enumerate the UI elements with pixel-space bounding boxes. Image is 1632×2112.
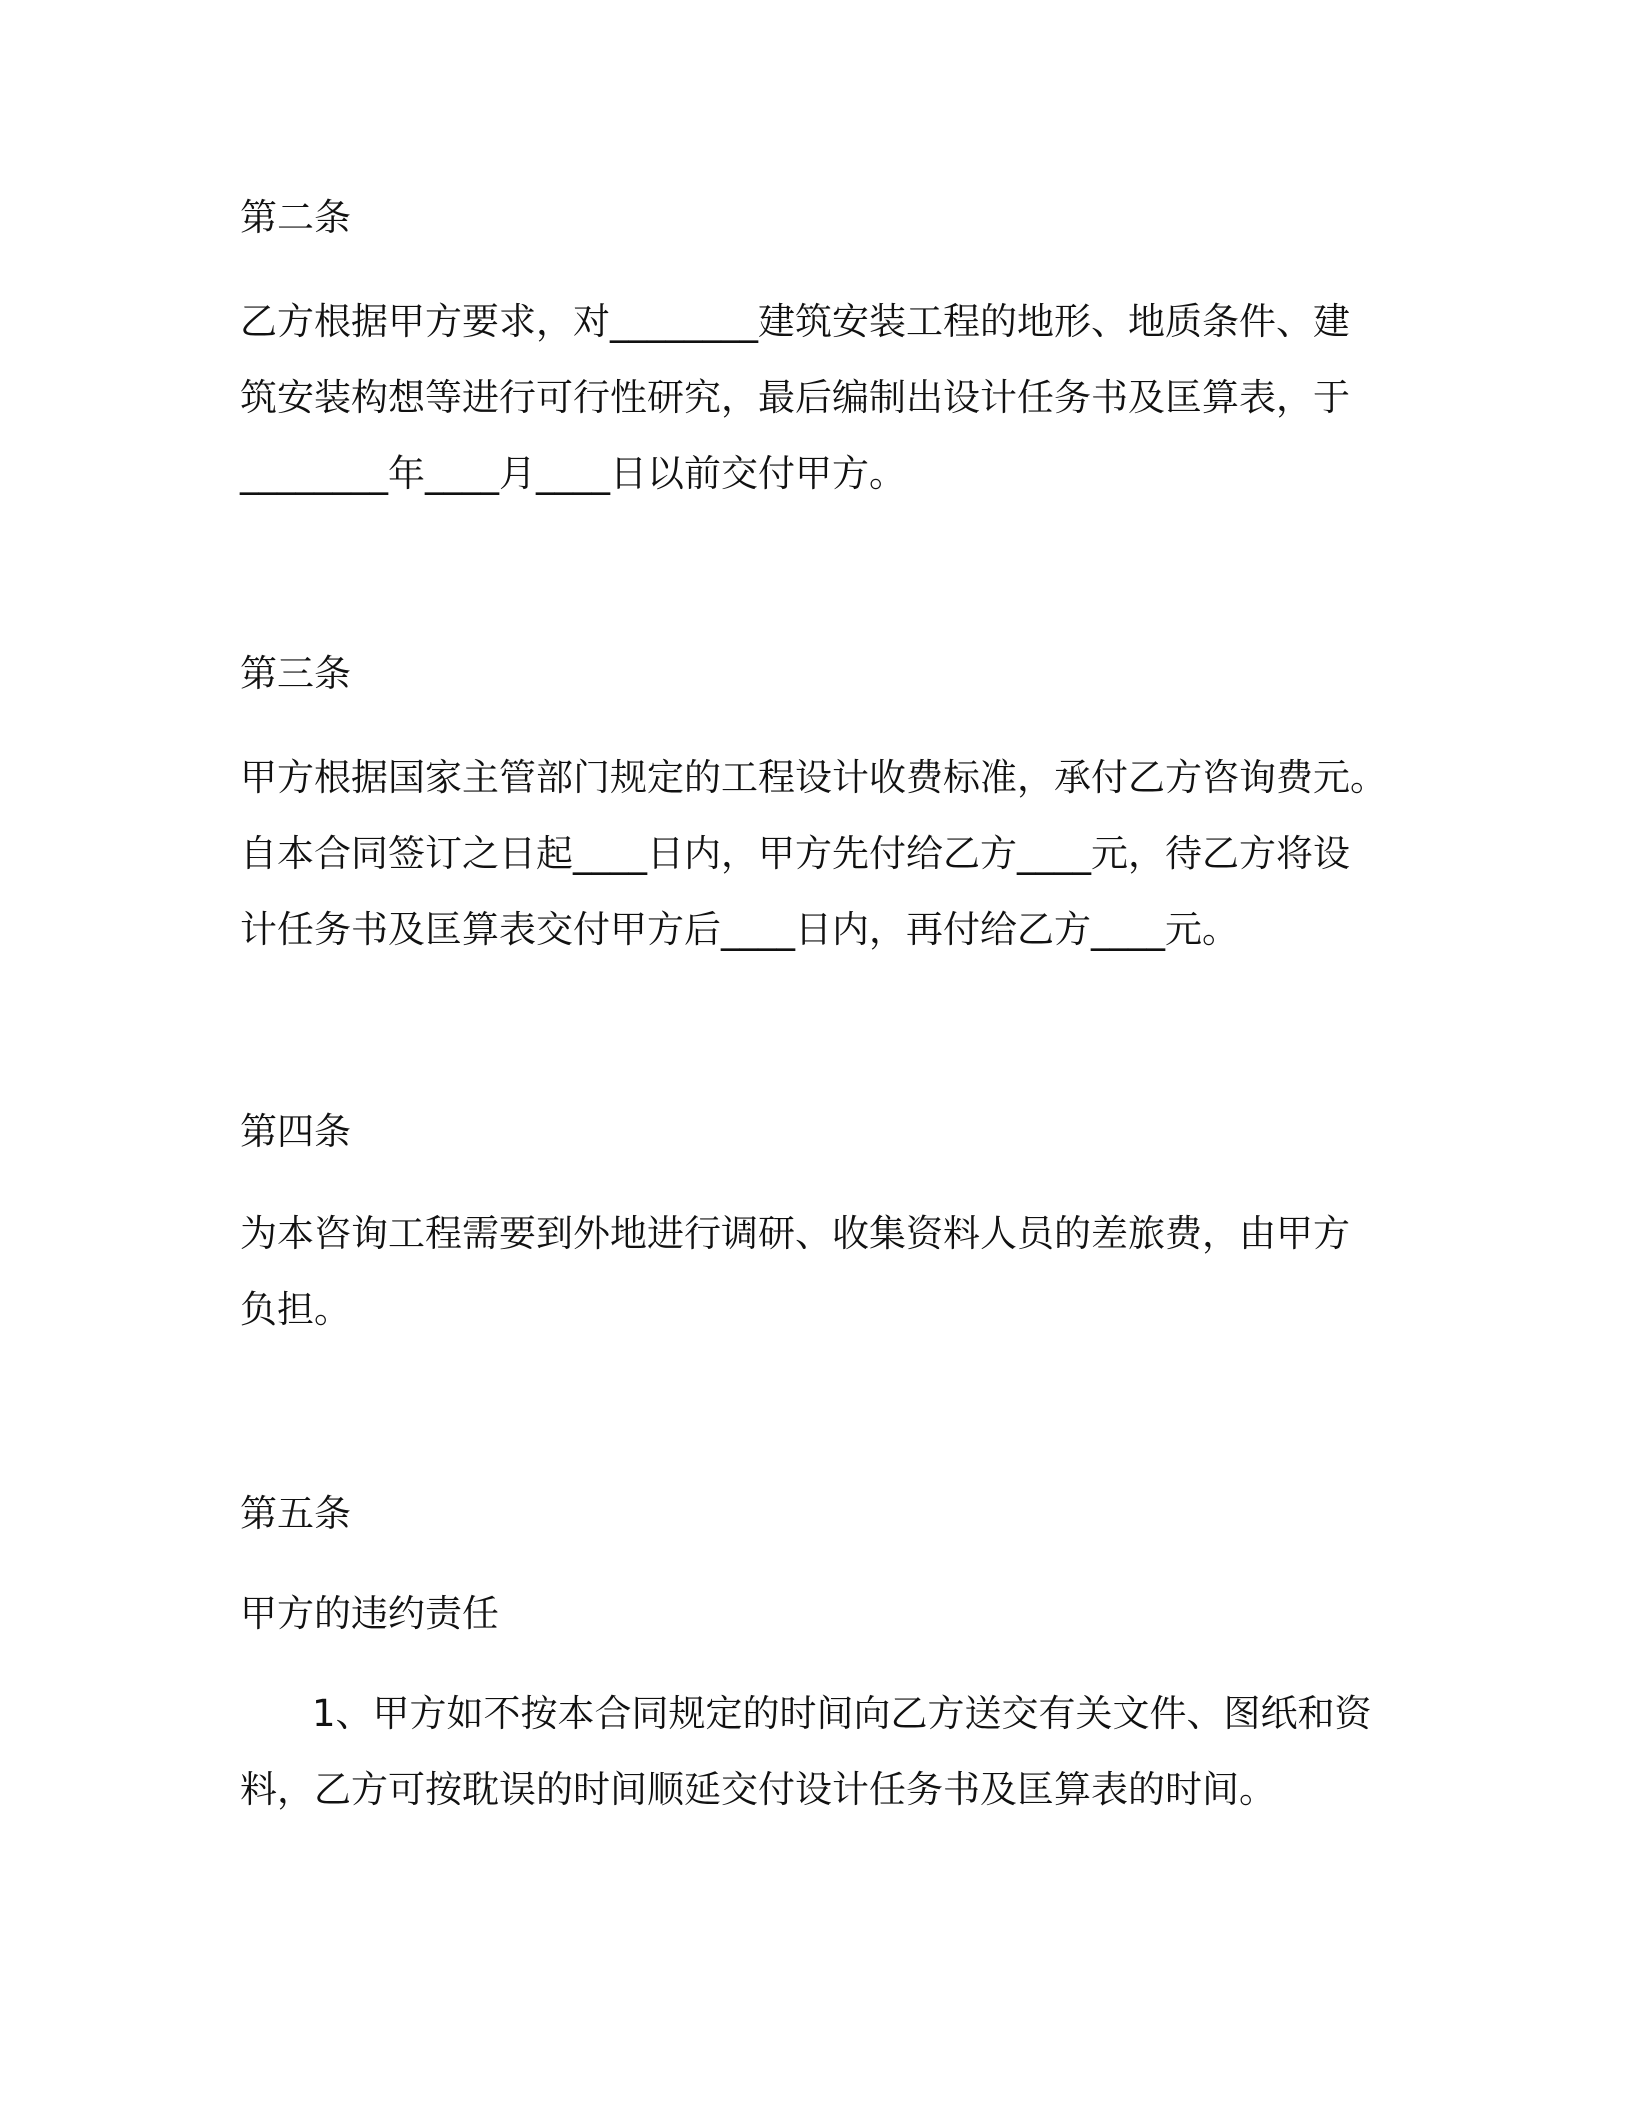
paragraph-line: 为本咨询工程需要到外地进行调研、收集资料人员的差旅费，由甲方 [240, 1212, 1350, 1255]
paragraph-line: ________年____月____日以前交付甲方。 [240, 452, 906, 495]
paragraph-line: 负担。 [240, 1288, 351, 1331]
article-subheading: 甲方的违约责任 [240, 1592, 499, 1635]
article-3 [240, 636, 1400, 712]
article-heading: 第三条 [240, 652, 351, 695]
article-4-body [240, 1196, 1400, 1348]
article-5-body [240, 1676, 1400, 1828]
paragraph-line: 筑安装构想等进行可行性研究，最后编制出设计任务书及匡算表，于 [240, 376, 1350, 419]
article-2 [240, 180, 1400, 256]
article-heading: 第五条 [240, 1492, 351, 1535]
article-2-body [240, 284, 1400, 512]
paragraph-line: 乙方根据甲方要求，对________建筑安装工程的地形、地质条件、建 [240, 300, 1350, 343]
paragraph-line: 计任务书及匡算表交付甲方后____日内，再付给乙方____元。 [240, 908, 1239, 951]
paragraph-line: 甲方根据国家主管部门规定的工程设计收费标准，承付乙方咨询费元。 [240, 756, 1387, 799]
paragraph-line: 自本合同签订之日起____日内，甲方先付给乙方____元，待乙方将设 [240, 832, 1350, 875]
article-5 [240, 1476, 1400, 1552]
paragraph-line: 料，乙方可按耽误的时间顺延交付设计任务书及匡算表的时间。 [240, 1768, 1276, 1811]
paragraph-line: 1、甲方如不按本合同规定的时间向乙方送交有关文件、图纸和资 [312, 1692, 1372, 1735]
article-4 [240, 1094, 1400, 1170]
article-heading: 第四条 [240, 1110, 351, 1153]
article-3-body [240, 740, 1400, 968]
article-5-subheading [240, 1576, 1400, 1652]
article-heading: 第二条 [240, 196, 351, 239]
